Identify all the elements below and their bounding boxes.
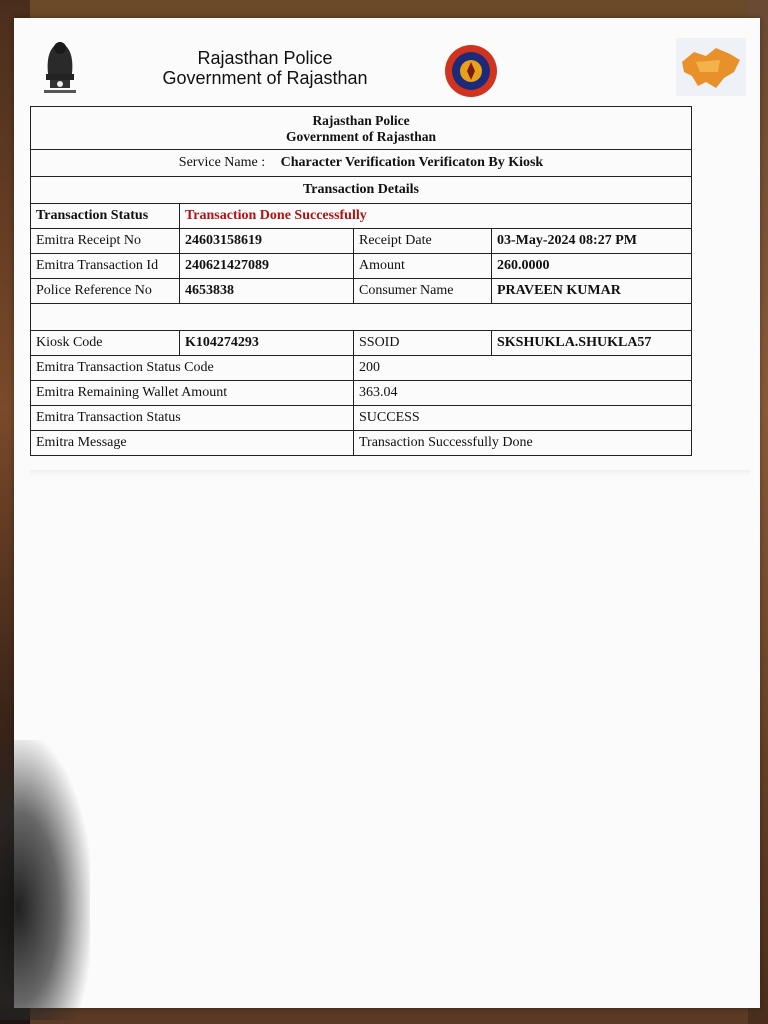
header-org-line1: Rajasthan Police: [197, 48, 333, 68]
header-title: [160, 48, 370, 88]
service-name-value: Character Verification Verificaton By Kiosk: [280, 155, 544, 170]
hand-shadow: [0, 740, 90, 1020]
receipt-row: [31, 228, 691, 253]
ssoid-value: SKSHUKLA.SHUKLA57: [491, 331, 691, 355]
status-code-row: [31, 355, 691, 380]
transaction-id-row: [31, 253, 691, 278]
emitra-status-label: Emitra Transaction Status: [36, 410, 181, 425]
receipt-date-value: 03-May-2024 08:27 PM: [491, 229, 691, 253]
kiosk-row: [31, 330, 691, 355]
police-ref-row: [31, 278, 691, 303]
table-title-line2: Government of Rajasthan: [286, 129, 436, 144]
rajasthan-map-icon: [676, 38, 746, 96]
receipt-no-label: Emitra Receipt No: [36, 233, 141, 248]
spacer-row: [31, 303, 691, 330]
table-title: [31, 107, 691, 149]
emitra-status-value: SUCCESS: [353, 406, 691, 430]
amount-value: 260.0000: [491, 254, 691, 278]
status-code-value: 200: [353, 356, 691, 380]
receipt-date-label: Receipt Date: [353, 229, 491, 253]
header-org-line2: Government of Rajasthan: [162, 68, 368, 88]
rajasthan-police-logo-icon: [444, 44, 498, 98]
paper-fold: [30, 470, 750, 476]
ssoid-label: SSOID: [353, 331, 491, 355]
table-title-line1: Rajasthan Police: [312, 113, 410, 128]
service-name-label: Service Name :: [178, 155, 266, 170]
wallet-value: 363.04: [353, 381, 691, 405]
transaction-id-label: Emitra Transaction Id: [36, 258, 159, 273]
section-title-row: [31, 176, 691, 203]
police-ref-value: 4653838: [179, 279, 353, 303]
message-value: Transaction Successfully Done: [353, 431, 691, 455]
consumer-name-label: Consumer Name: [353, 279, 491, 303]
service-name: [31, 150, 691, 176]
national-emblem-icon: [38, 34, 82, 94]
transaction-status-label: Transaction Status: [36, 208, 149, 223]
transaction-id-value: 240621427089: [179, 254, 353, 278]
wallet-row: [31, 380, 691, 405]
transaction-status-row: [31, 203, 691, 228]
transaction-status-value: Transaction Done Successfully: [179, 204, 691, 228]
police-ref-label: Police Reference No: [36, 283, 152, 298]
transaction-receipt-table: [30, 106, 692, 456]
consumer-name-value: PRAVEEN KUMAR: [491, 279, 691, 303]
message-row: [31, 430, 691, 455]
service-row: [31, 149, 691, 176]
spacer: [31, 304, 691, 330]
receipt-no-value: 24603158619: [179, 229, 353, 253]
wallet-label: Emitra Remaining Wallet Amount: [36, 385, 228, 400]
emitra-status-row: [31, 405, 691, 430]
message-label: Emitra Message: [36, 435, 127, 450]
status-code-label: Emitra Transaction Status Code: [36, 360, 214, 375]
kiosk-code-value: K104274293: [179, 331, 353, 355]
section-title: Transaction Details: [302, 182, 419, 197]
table-title-row: [31, 107, 691, 149]
amount-label: Amount: [353, 254, 491, 278]
kiosk-code-label: Kiosk Code: [36, 335, 103, 350]
